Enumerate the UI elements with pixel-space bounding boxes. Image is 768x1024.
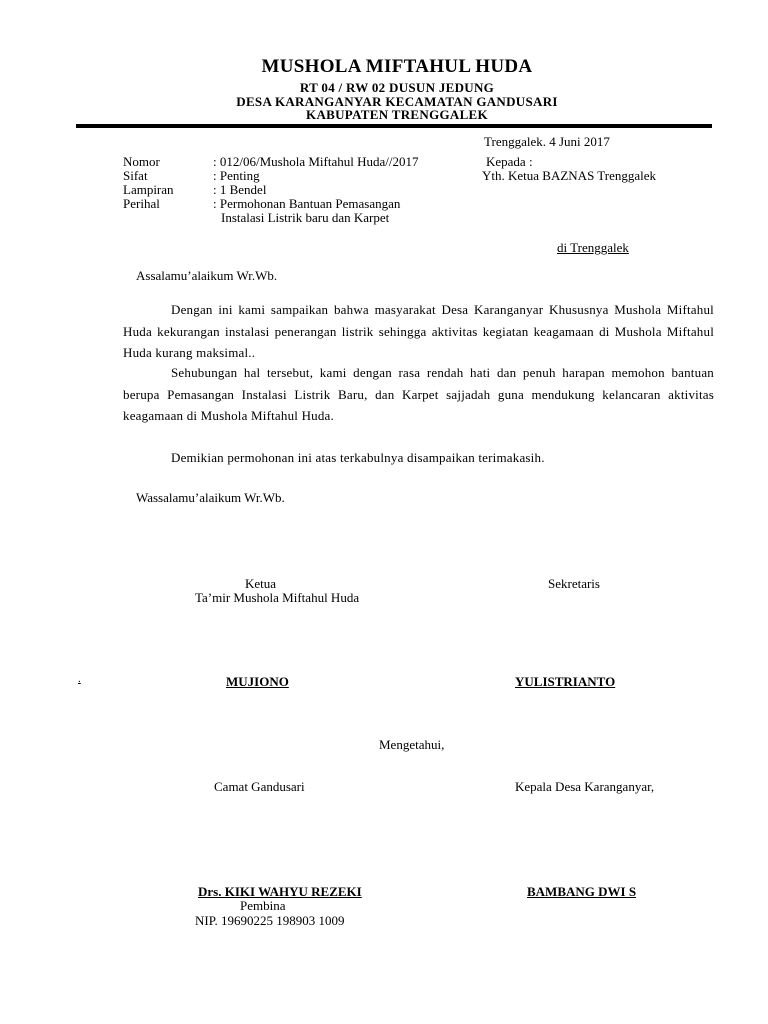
mengetahui-label: Mengetahui, [379,737,445,752]
nomor-label: Nomor [123,154,160,169]
stray-mark: . [78,673,81,685]
letterhead-address-desa: DESA KARANGANYAR KECAMATAN GANDUSARI [236,94,558,109]
body-paragraph-1: Dengan ini kami sampaikan bahwa masyarakat Desa Karanganyar Khususnya Mushola Miftahul Huda kekurangan instalasi penerangan listrik sehingga aktivitas kegiatan keagamaan di Mushola Miftahul Huda kurang maksimal.. [123,302,714,361]
sifat-value: : Penting [213,168,260,183]
letterhead-address-kabupaten: KABUPATEN TRENGGALEK [306,107,488,122]
sifat-label: Sifat [123,168,148,183]
perihal-label: Perihal [123,196,160,211]
place-date: Trenggalek. 4 Juni 2017 [484,134,610,149]
ketua-name: MUJIONO [226,674,289,689]
recipient-location: di Trenggalek [557,240,629,255]
kades-name: BAMBANG DWI S [527,884,637,899]
camat-name: Drs. KIKI WAHYU REZEKI [198,884,362,899]
sekretaris-title: Sekretaris [548,576,600,591]
camat-title: Camat Gandusari [214,779,305,794]
lampiran-label: Lampiran [123,182,174,197]
ketua-title: Ketua [245,576,277,591]
camat-rank: Pembina [240,898,286,913]
kades-title: Kepala Desa Karanganyar, [515,779,655,794]
nomor-value: : 012/06/Mushola Miftahul Huda//2017 [213,154,419,169]
body-paragraph-3: Demikian permohonan ini atas terkabulnya disampaikan terimakasih. [171,450,545,465]
closing-salutation: Wassalamu’alaikum Wr.Wb. [136,490,285,505]
perihal-value-line1: : Permohonan Bantuan Pemasangan [213,196,401,211]
greeting: Assalamu’alaikum Wr.Wb. [136,268,278,283]
body-paragraph-2: Sehubungan hal tersebut, kami dengan rasa rendah hati dan penuh harapan memohon bantuan berupa Pemasangan Instalasi Listrik Baru, dan Karpet sajjadah guna mendukung kelancaran aktivitas keagamaan di Mushola Miftahul Huda. [123,365,714,424]
letterhead-divider [76,124,712,128]
recipient-kepada: Kepada : [486,154,533,169]
perihal-value-line2: Instalasi Listrik baru dan Karpet [221,210,390,225]
ketua-organization: Ta’mir Mushola Miftahul Huda [195,590,360,605]
camat-nip: NIP. 19690225 198903 1009 [195,913,345,928]
sekretaris-name: YULISTRIANTO [515,674,616,689]
letterhead-address-rt-rw: RT 04 / RW 02 DUSUN JEDUNG [299,80,495,95]
letterhead-org-name: MUSHOLA MIFTAHUL HUDA [261,56,533,77]
lampiran-value: : 1 Bendel [213,182,267,197]
recipient-yth: Yth. Ketua BAZNAS Trenggalek [482,168,657,183]
